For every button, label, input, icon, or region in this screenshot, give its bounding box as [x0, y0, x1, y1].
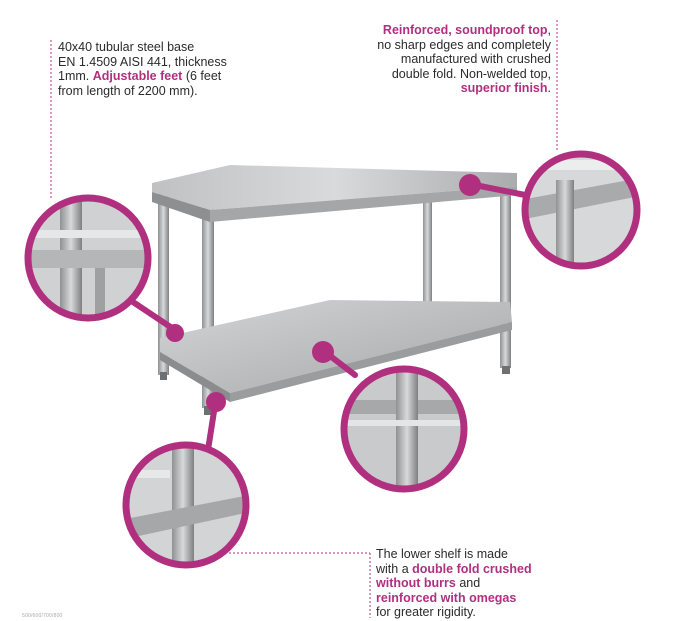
callout-shelf-line5: for greater rigidity. [376, 605, 476, 619]
callout-base-line1: 40x40 tubular steel base [58, 40, 195, 54]
callout-base-text: 1mm. [58, 69, 93, 83]
callout-shelf-line3 [376, 576, 576, 591]
callout-shelf-line2 [376, 562, 576, 577]
callout-shelf-line1: The lower shelf is made [376, 547, 509, 561]
callout-base-line3 [58, 69, 278, 84]
callout-top-highlight: Reinforced [382, 23, 449, 37]
callout-top-line3: manufactured with crushed [400, 52, 551, 66]
callout-shelf-text: and [455, 576, 481, 590]
callout-top [321, 23, 551, 96]
callout-top-highlight: superior finish [460, 81, 548, 95]
footnote: 500/600/700/800 [22, 613, 63, 619]
callout-shelf-highlight: without burrs [376, 576, 456, 590]
callout-top-text: , [547, 23, 551, 37]
callout-base [58, 40, 278, 98]
callout-shelf [376, 547, 576, 620]
callout-shelf-text: with a [376, 561, 413, 576]
callout-shelf-line4: reinforced with omegas [376, 590, 517, 605]
callout-top-separator: , [448, 23, 456, 37]
callout-shelf-highlight: double fold crushed [412, 561, 532, 576]
callout-top-line4: double fold. Non-welded top, [391, 66, 551, 81]
callout-base-line2: EN 1.4509 AISI 441, thickness [58, 54, 227, 69]
callout-base-highlight: Adjustable feet [92, 69, 183, 83]
callout-top-line1 [321, 23, 551, 38]
callout-base-line4: from length of 2200 mm). [58, 83, 198, 98]
callout-top-highlight: soundproof top [455, 23, 548, 37]
callout-top-line5 [321, 81, 551, 96]
callout-base-text: (6 feet [182, 69, 222, 83]
callout-top-line2: no sharp edges and completely [377, 37, 551, 52]
callout-top-text: . [547, 81, 551, 95]
